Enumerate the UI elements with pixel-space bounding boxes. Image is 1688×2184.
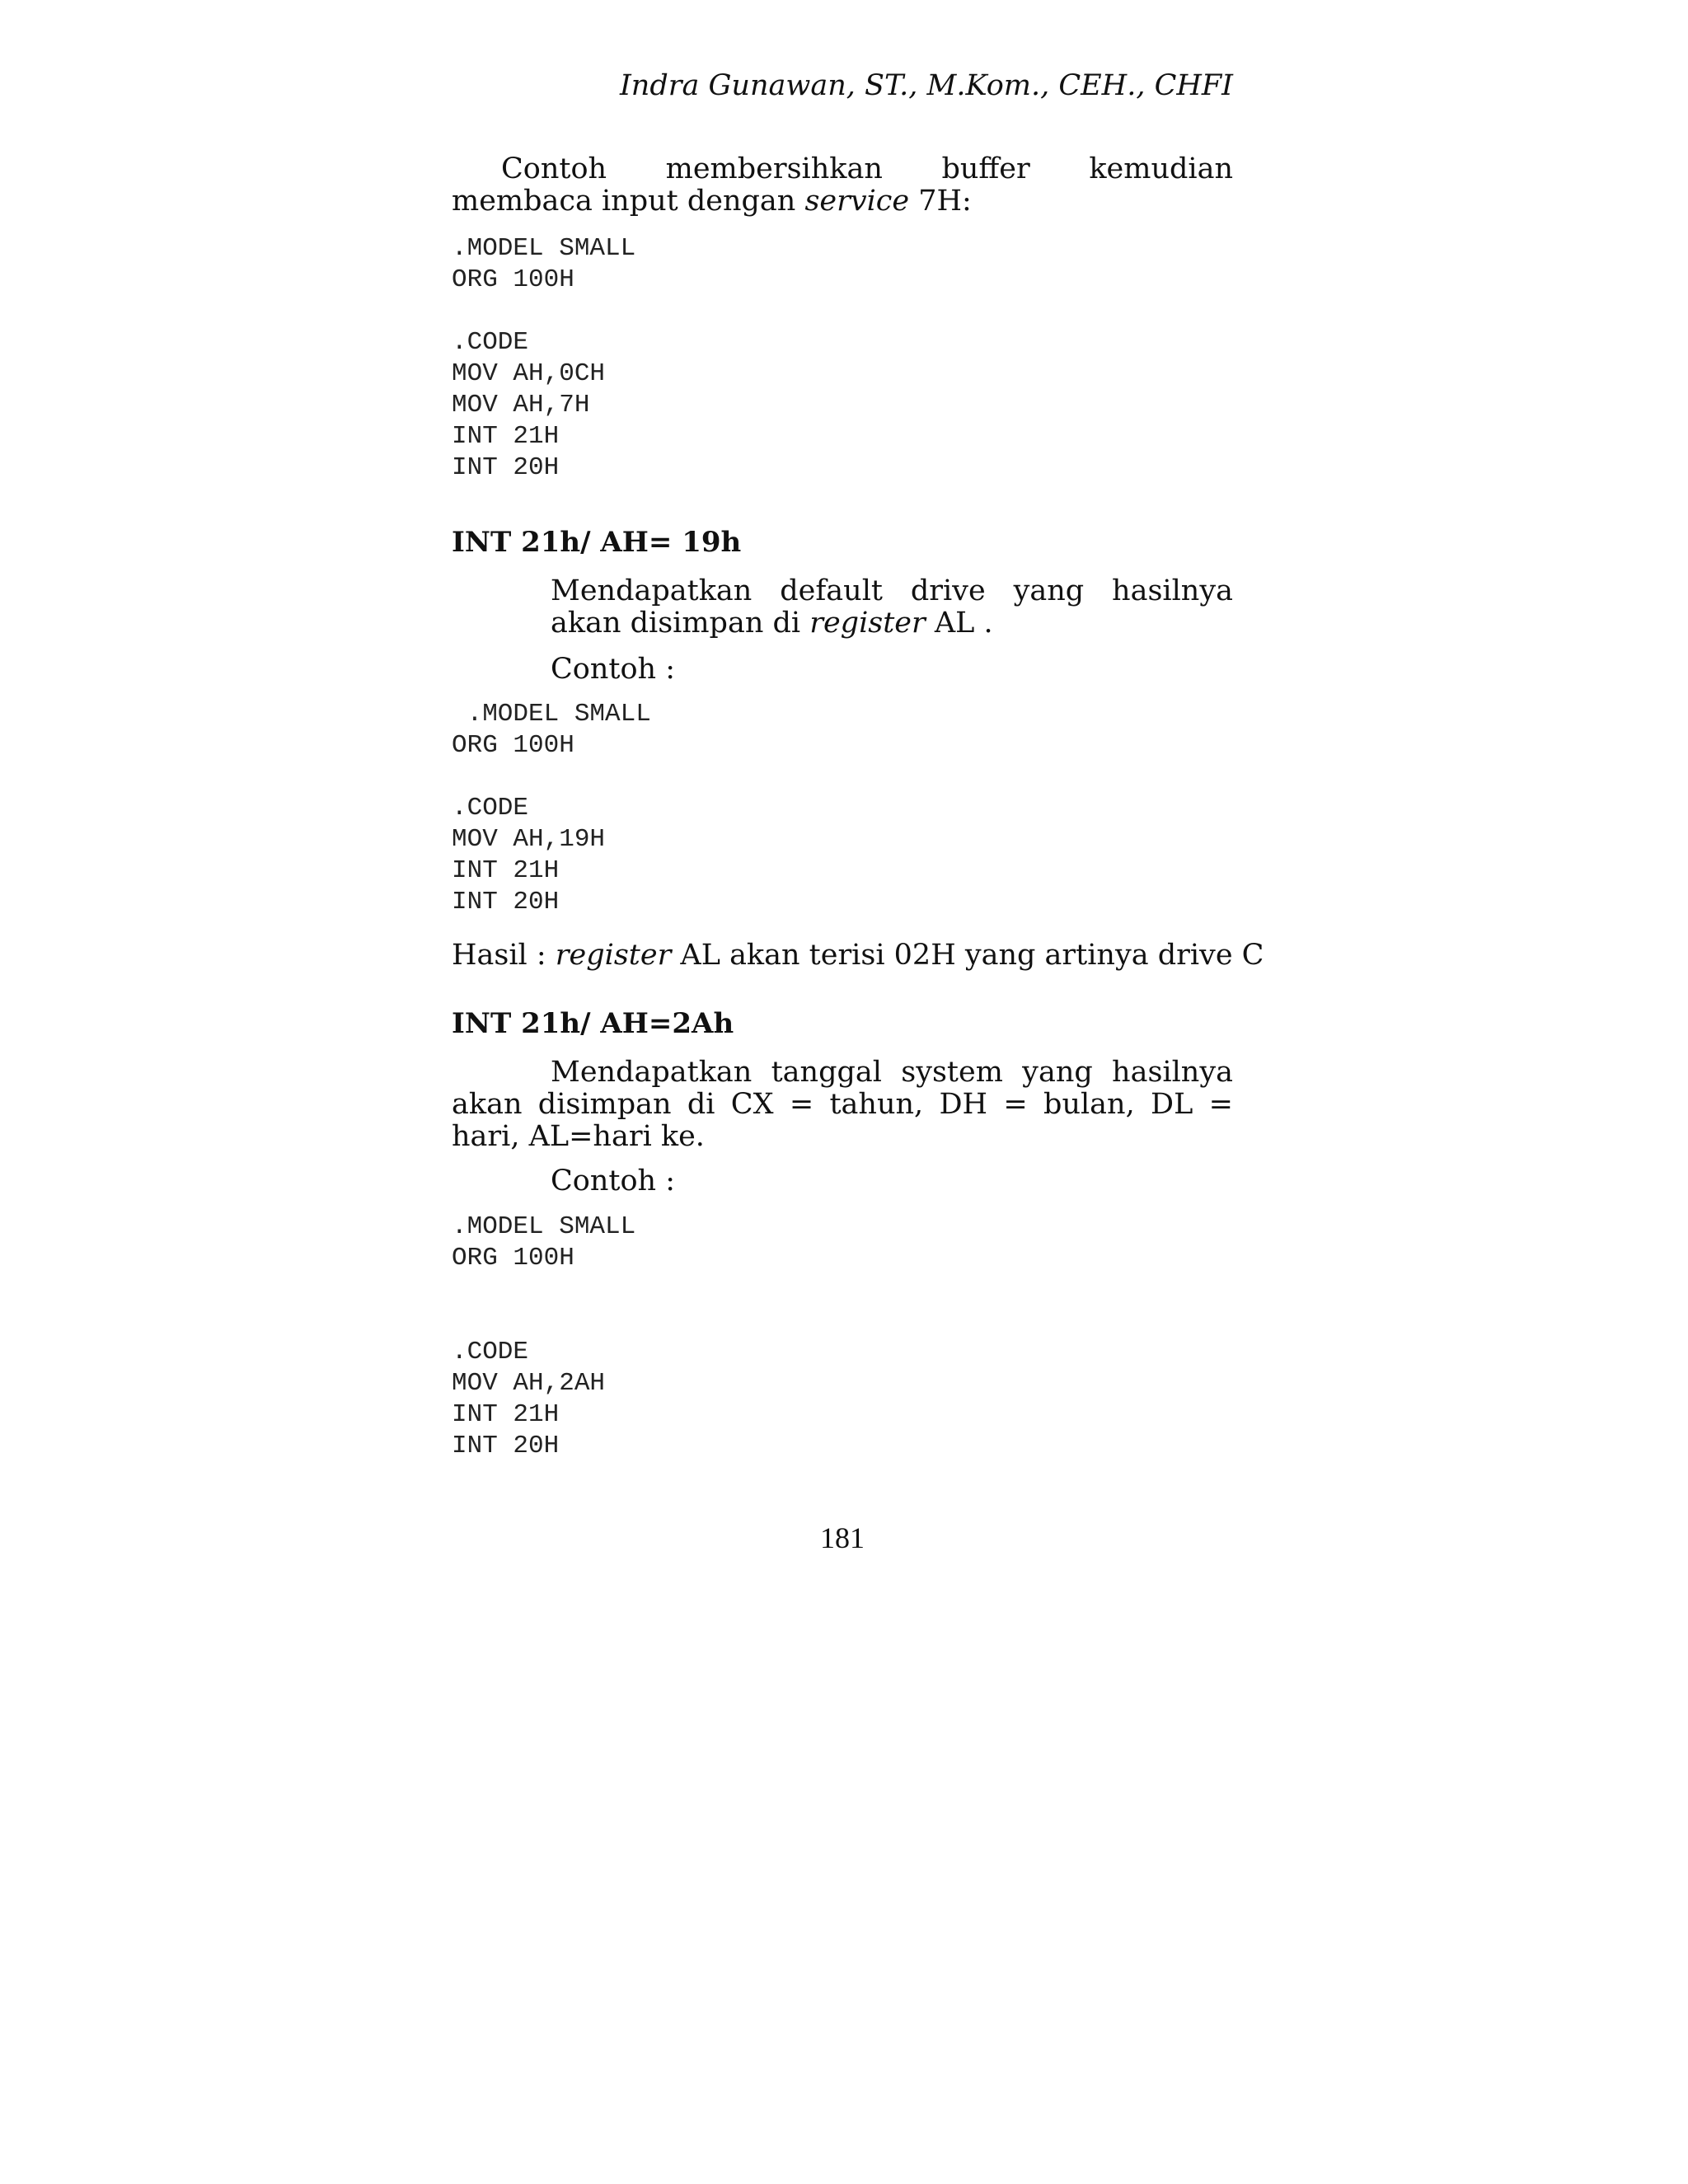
section-heading-int21-2ah: INT 21h/ AH=2Ah [452,1007,734,1040]
drive-description-text: Mendapatkan default drive yang hasilnya akan disimpan di [551,574,1233,640]
example-label-2: Contoh : [551,1165,675,1197]
result-prefix: Hasil : [452,939,556,972]
date-description-paragraph: Mendapatkan tanggal system yang hasilnya akan disimpan di CX = tahun, DH = bulan, DL = hari, AL=hari ke. [452,1056,1233,1153]
intro-suffix: 7H: [909,185,972,218]
drive-description-paragraph [551,575,1233,640]
code-block-get-date: .CODE MOV AH,2AH INT 21H INT 20H [452,1338,606,1460]
code-block-clear-buffer: .CODE MOV AH,0CH MOV AH,7H INT 21H INT 20H [452,328,606,482]
intro-italic-term: service [804,185,910,218]
page-number: 181 [820,1521,865,1554]
running-header-author: Indra Gunawan, ST., M.Kom., CEH., CHFI [619,69,1233,102]
result-text: AL akan terisi 02H yang artinya drive C [671,939,1264,972]
drive-description-italic: register [809,607,926,640]
intro-text: Contoh membersihkan buffer kemudian membaca input dengan [452,152,1233,218]
section-heading-int21-19h: INT 21h/ AH= 19h [452,526,742,559]
code-block-model-org-3: .MODEL SMALL ORG 100H [452,1212,636,1272]
drive-description-suffix: AL . [925,607,993,640]
code-block-get-drive: .CODE MOV AH,19H INT 21H INT 20H [452,794,606,916]
result-paragraph [452,939,1264,972]
intro-paragraph [452,153,1233,218]
result-italic-term: register [555,939,672,972]
code-block-model-org-2: .MODEL SMALL ORG 100H [452,700,651,760]
example-label-1: Contoh : [551,653,675,686]
code-block-model-org: .MODEL SMALL ORG 100H [452,234,636,294]
